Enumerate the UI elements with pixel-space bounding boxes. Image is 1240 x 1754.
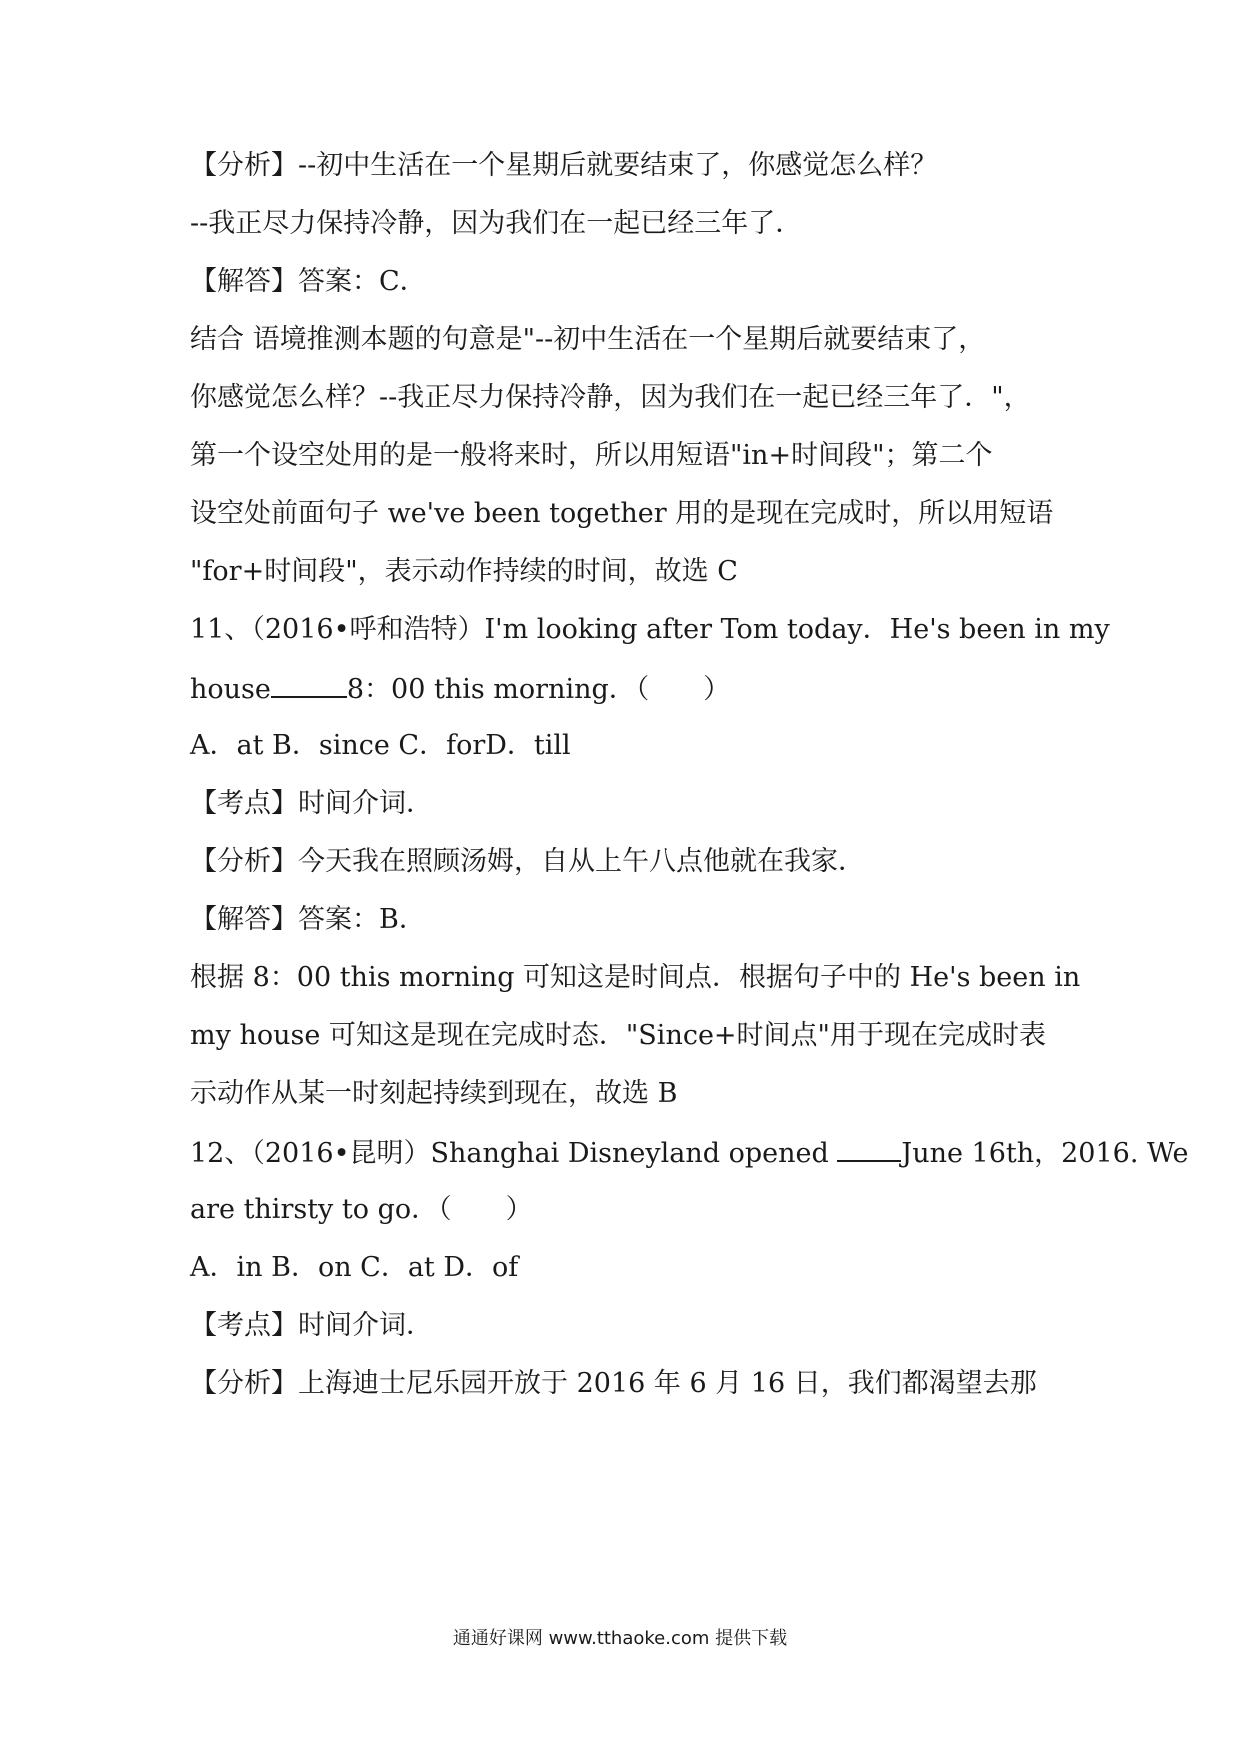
analysis-line: --我正尽力保持冷静，因为我们在一起已经三年了． bbox=[190, 208, 803, 239]
question-12-options: A．in B．on C．at D．of bbox=[190, 1252, 519, 1283]
analysis-line: 【分析】今天我在照顾汤姆，自从上午八点他就在我家． bbox=[190, 846, 865, 877]
question-12-prefix: 12、（2016•昆明）Shanghai Disneyland opened bbox=[190, 1138, 829, 1169]
key-point-line: 【考点】时间介词． bbox=[190, 788, 433, 819]
explanation-line: my house 可知这是现在完成时态．"Since+时间点"用于现在完成时表 bbox=[190, 1020, 1046, 1051]
question-11-prefix: house bbox=[190, 674, 271, 705]
question-11-stem: 11、（2016•呼和浩特）I'm looking after Tom today．He's been in my bbox=[190, 614, 1110, 645]
analysis-line: 【分析】--初中生活在一个星期后就要结束了，你感觉怎么样？ bbox=[190, 150, 938, 181]
explanation-line: 示动作从某一时刻起持续到现在，故选 B bbox=[190, 1078, 678, 1109]
explanation-line: 设空处前面句子 we've been together 用的是现在完成时，所以用短语 bbox=[190, 498, 1054, 529]
answer-line: 【解答】答案：C． bbox=[190, 266, 427, 297]
explanation-line: 根据 8：00 this morning 可知这是时间点．根据句子中的 He's been in bbox=[190, 962, 1081, 993]
explanation-line: 你感觉怎么样？--我正尽力保持冷静，因为我们在一起已经三年了．"， bbox=[190, 382, 1031, 413]
answer-blank bbox=[271, 670, 347, 698]
explanation-line: 结合 语境推测本题的句意是"--初中生活在一个星期后就要结束了， bbox=[190, 324, 986, 355]
answer-line: 【解答】答案：B． bbox=[190, 904, 426, 935]
explanation-line: 第一个设空处用的是一般将来时，所以用短语"in+时间段"；第二个 bbox=[190, 440, 993, 471]
question-12-stem bbox=[190, 1134, 1189, 1172]
answer-blank bbox=[837, 1134, 901, 1162]
page-footer: 通通好课网 www.tthaoke.com 提供下载 bbox=[452, 1628, 788, 1649]
question-11-stem-continued bbox=[190, 670, 1070, 708]
question-11-suffix: 8：00 this morning．（ ） bbox=[346, 674, 731, 705]
question-12-stem-continued: are thirsty to go．（ ） bbox=[190, 1194, 533, 1225]
question-11-options: A．at B．since C．forD．till bbox=[190, 730, 571, 761]
question-12-suffix: June 16th，2016. We bbox=[901, 1138, 1189, 1169]
key-point-line: 【考点】时间介词． bbox=[190, 1310, 433, 1341]
analysis-line: 【分析】上海迪士尼乐园开放于 2016 年 6 月 16 日，我们都渴望去那 bbox=[190, 1368, 1037, 1399]
explanation-line: "for+时间段"，表示动作持续的时间，故选 C bbox=[190, 556, 738, 587]
